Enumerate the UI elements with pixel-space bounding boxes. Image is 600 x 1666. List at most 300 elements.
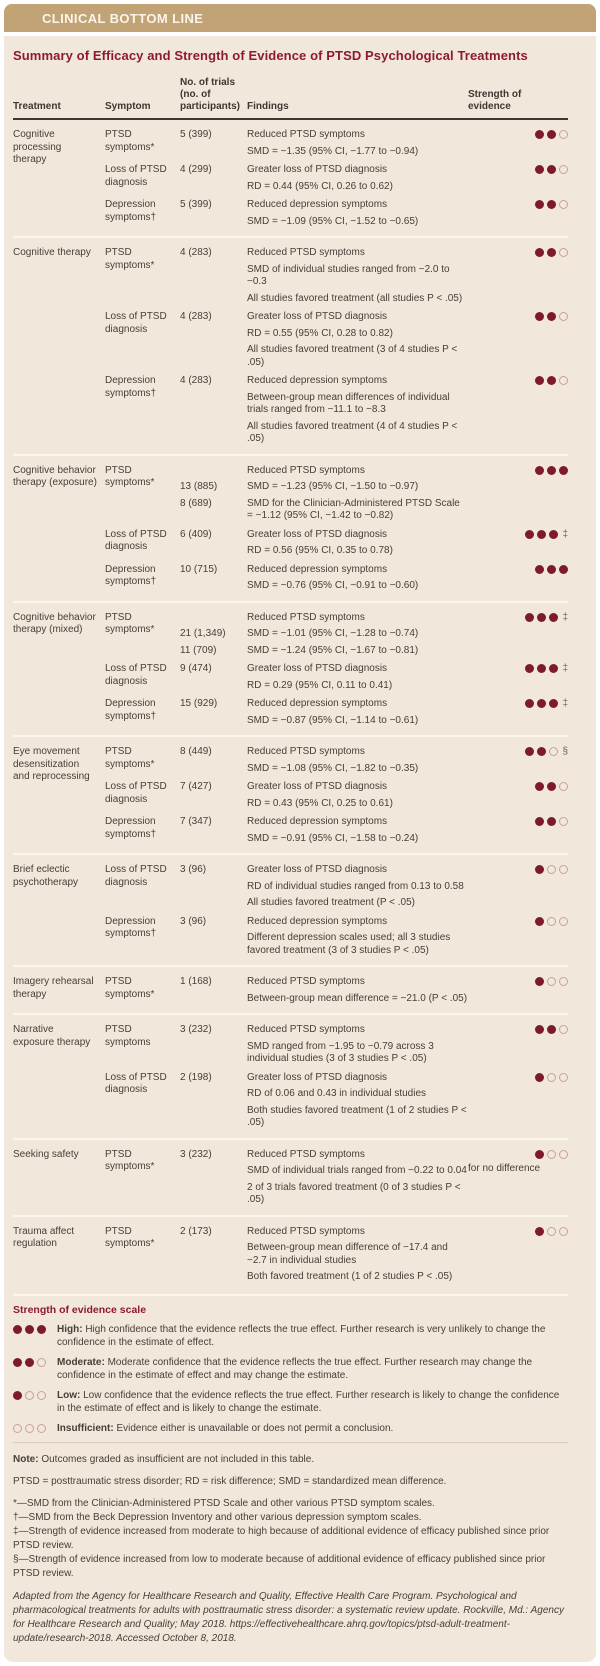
notes-section: [13, 1442, 568, 1646]
outcome-row: [105, 161, 568, 196]
filled-dot-icon: [525, 699, 534, 708]
finding-line: [180, 1226, 468, 1239]
legend-text: [57, 1422, 568, 1435]
finding-text: RD of 0.06 and 0.43 in individual studies: [247, 1088, 427, 1099]
findings-lines: [180, 864, 468, 910]
treatment-name: Imagery rehearsal therapy: [13, 976, 94, 1000]
finding-text: SMD ranged from −1.95 to −0.79 across 3 individual studies (3 of 3 studies P < .05): [247, 1040, 434, 1064]
finding-text: Reduced PTSD symptoms: [247, 1024, 365, 1035]
outcome-row: [105, 813, 568, 848]
filled-dot-icon: [547, 565, 556, 574]
filled-dot-icon: [535, 565, 544, 574]
soe-dots: [468, 248, 568, 257]
finding-text: All studies favored treatment (3 of 4 studies P < .05): [247, 344, 458, 368]
symptom-cell: Depression symptoms†: [105, 698, 157, 722]
strength-of-evidence-cell: [468, 916, 568, 958]
finding-line: [180, 421, 468, 446]
open-dot-icon: [559, 917, 568, 926]
filled-dot-icon: [535, 200, 544, 209]
filled-dot-icon: [547, 312, 556, 321]
filled-dot-icon: [559, 466, 568, 475]
findings-lines: [180, 746, 468, 775]
trials-cell: [180, 1041, 247, 1066]
symptom-cell: PTSD symptoms*: [105, 129, 155, 153]
trials-cell: 13 (885): [180, 481, 218, 492]
finding-line: [180, 1072, 468, 1085]
symptom-cell: PTSD symptoms*: [105, 611, 155, 635]
treatment-rows: [105, 973, 568, 1008]
trials-cell: [180, 1242, 247, 1267]
trials-cell: 2 (173): [180, 1225, 212, 1237]
finding-line: [180, 344, 468, 369]
outcome-row: [105, 861, 568, 913]
symptom-cell: Loss of PTSD diagnosis: [105, 663, 167, 687]
symptom-cell: PTSD symptoms*: [105, 247, 155, 271]
legend-description: Evidence either is unavailable or does not permit a conclusion.: [116, 1422, 394, 1434]
note-label: Note:: [13, 1453, 39, 1465]
soe-dots: [468, 699, 568, 708]
legend-dots: [13, 1356, 57, 1382]
strength-of-evidence-cell: [468, 1072, 568, 1130]
findings-lines: [180, 916, 468, 958]
soe-dots: [468, 817, 568, 826]
findings-lines: [180, 976, 468, 1005]
trials-cell: [180, 932, 247, 957]
finding-text: Between-group mean difference = −21.0 (P < .05): [247, 992, 468, 1004]
trials-cell: [180, 216, 247, 229]
trials-cell: 5 (399): [180, 129, 212, 140]
filled-dot-icon: [525, 747, 534, 756]
symptom-cell: Loss of PTSD diagnosis: [105, 864, 167, 888]
treatment-name: Narrative exposure therapy: [13, 1024, 91, 1048]
trials-cell: [180, 798, 247, 811]
footnote-line: §—Strength of evidence increased from low to moderate because of additional evidence of efficacy published since prior PTSD review.: [13, 1553, 546, 1579]
finding-text: SMD = −1.01 (95% CI, −1.28 to −0.74): [247, 628, 419, 639]
footnote-line: ‡—Strength of evidence increased from moderate to high because of additional evidence of efficacy published since prior PTSD review.: [13, 1525, 550, 1551]
treatment-rows: [105, 1021, 568, 1133]
filled-dot-icon: [535, 165, 544, 174]
column-header-symptom: Symptom: [105, 101, 151, 112]
soe-dots: [468, 782, 568, 791]
finding-line: [180, 216, 468, 229]
open-dot-icon: [13, 1424, 22, 1433]
open-dot-icon: [559, 977, 568, 986]
trials-cell: 21 (1,349): [180, 628, 226, 639]
finding-text: Reduced depression symptoms: [247, 375, 388, 386]
findings-lines: [180, 199, 468, 228]
filled-dot-icon: [537, 699, 546, 708]
filled-dot-icon: [25, 1358, 34, 1367]
finding-line: [180, 897, 468, 910]
soe-dots: [468, 747, 568, 756]
finding-text: Reduced PTSD symptoms: [247, 611, 365, 623]
symptom-cell: Loss of PTSD diagnosis: [105, 1071, 167, 1095]
finding-line: [180, 564, 468, 577]
symptom-cell: PTSD symptoms*: [105, 976, 155, 1000]
open-dot-icon: [25, 1391, 34, 1400]
strength-of-evidence-cell: [468, 564, 568, 593]
treatment-name: Brief eclectic psychotherapy: [13, 864, 79, 888]
footnotes-block: [13, 1497, 568, 1581]
finding-line: [180, 715, 468, 728]
finding-text: SMD = −1.09 (95% CI, −1.52 to −0.65): [247, 215, 419, 227]
findings-lines: [180, 612, 468, 658]
finding-text: SMD = −1.24 (95% CI, −1.67 to −0.81): [247, 644, 419, 656]
trials-cell: 3 (96): [180, 864, 207, 875]
filled-dot-icon: [547, 1025, 556, 1034]
finding-line: [180, 465, 468, 478]
finding-text: Between-group mean differences of individual trials ranged from −11.1 to −8.3: [247, 391, 450, 415]
filled-dot-icon: [535, 1025, 544, 1034]
strength-of-evidence-cell: [468, 864, 568, 910]
findings-lines: [180, 375, 468, 446]
trials-cell: [180, 580, 247, 593]
findings-lines: [180, 465, 468, 523]
finding-line: [180, 663, 468, 676]
filled-dot-icon: [37, 1325, 46, 1334]
finding-text: SMD for the Clinician-Administered PTSD Scale = −1.12 (95% CI, −1.42 to −0.82): [247, 497, 460, 521]
outcome-row: [105, 244, 568, 308]
strength-of-evidence-cell: [468, 199, 568, 228]
finding-line: [180, 680, 468, 693]
filled-dot-icon: [537, 664, 546, 673]
strength-of-evidence-legend: [13, 1294, 568, 1435]
finding-text: All studies favored treatment (4 of 4 studies P < .05): [247, 420, 458, 444]
footnote-line: †—SMD from the Beck Depression Inventory and other various depression symptom scales.: [13, 1511, 422, 1523]
soe-dots: [468, 530, 568, 539]
finding-text: 2 of 3 trials favored treatment (0 of 3 studies P < .05): [247, 1181, 461, 1205]
open-dot-icon: [25, 1424, 34, 1433]
outcome-row: [105, 462, 568, 526]
column-header-strength: Strength of evidence: [468, 89, 522, 112]
treatment-group: [13, 120, 568, 236]
treatment-group: [13, 1138, 568, 1215]
trials-cell: [180, 1105, 247, 1130]
trials-cell: 4 (283): [180, 311, 212, 322]
findings-lines: [180, 1226, 468, 1284]
trials-cell: 4 (283): [180, 375, 212, 386]
open-dot-icon: [559, 1150, 568, 1159]
findings-lines: [180, 247, 468, 305]
symptom-cell: Loss of PTSD diagnosis: [105, 781, 167, 805]
trials-cell: [180, 763, 247, 776]
finding-line: [180, 1024, 468, 1037]
trials-cell: [180, 545, 247, 558]
outcome-row: [105, 1223, 568, 1287]
open-dot-icon: [547, 1073, 556, 1082]
symptom-cell: PTSD symptoms*: [105, 1148, 155, 1172]
symptom-cell: PTSD symptoms: [105, 1024, 151, 1048]
trials-cell: 8 (449): [180, 746, 212, 757]
open-dot-icon: [37, 1391, 46, 1400]
trials-cell: 3 (232): [180, 1024, 212, 1035]
strength-of-evidence-cell: [468, 663, 568, 692]
finding-line: [180, 1041, 468, 1066]
finding-text: Greater loss of PTSD diagnosis: [247, 164, 388, 175]
open-dot-icon: [559, 200, 568, 209]
finding-line: [180, 932, 468, 957]
finding-text: All studies favored treatment (all studies P < .05): [247, 292, 463, 304]
open-dot-icon: [559, 130, 568, 139]
finding-line: [180, 146, 468, 159]
outcome-row: [105, 308, 568, 372]
trials-cell: 6 (409): [180, 528, 212, 540]
trials-cell: [180, 421, 247, 446]
strength-of-evidence-cell: [468, 375, 568, 446]
finding-line: [180, 698, 468, 711]
finding-text: Greater loss of PTSD diagnosis: [247, 528, 388, 540]
treatment-rows: [105, 609, 568, 731]
strength-of-evidence-cell: [468, 746, 568, 775]
finding-text: SMD = −0.91 (95% CI, −1.58 to −0.24): [247, 832, 419, 844]
trials-cell: 2 (198): [180, 1071, 212, 1083]
finding-text: RD = 0.43 (95% CI, 0.25 to 0.61): [247, 797, 393, 809]
finding-text: SMD = −0.87 (95% CI, −1.14 to −0.61): [247, 714, 419, 726]
filled-dot-icon: [535, 865, 544, 874]
soe-dots: [468, 466, 568, 475]
finding-text: SMD of individual studies ranged from −2.0 to −0.3: [247, 263, 450, 287]
legend-items: [13, 1323, 568, 1435]
trials-cell: [180, 1088, 247, 1101]
filled-dot-icon: [549, 699, 558, 708]
finding-line: [180, 181, 468, 194]
trials-cell: [180, 881, 247, 894]
finding-text: SMD = −0.76 (95% CI, −0.91 to −0.60): [247, 580, 419, 591]
finding-line: [180, 1105, 468, 1130]
finding-text: Reduced PTSD symptoms: [247, 129, 365, 140]
finding-line: [180, 781, 468, 794]
finding-text: Greater loss of PTSD diagnosis: [247, 663, 388, 674]
open-dot-icon: [559, 817, 568, 826]
strength-of-evidence-cell: [468, 1024, 568, 1066]
filled-dot-icon: [547, 466, 556, 475]
finding-line: [180, 545, 468, 558]
outcome-row: [105, 913, 568, 961]
filled-dot-icon: [535, 977, 544, 986]
treatment-name: Eye movement desensitization and reprocessing: [13, 746, 90, 782]
legend-text: [57, 1389, 568, 1415]
outcome-row: [105, 372, 568, 449]
treatment-group: [13, 735, 568, 853]
soe-dots: [468, 200, 568, 209]
finding-line: [180, 580, 468, 593]
filled-dot-icon: [25, 1325, 34, 1334]
finding-line: [180, 264, 468, 289]
legend-label: Insufficient:: [57, 1422, 117, 1434]
legend-description: Moderate confidence that the evidence reflects the true effect. Further research may change the confidence in the estimate of effect and may change the estimate.: [57, 1356, 533, 1381]
symptom-cell: Depression symptoms†: [105, 563, 157, 587]
soe-dots: [468, 1025, 568, 1034]
trials-cell: [180, 465, 247, 478]
treatment-name: Cognitive therapy: [13, 247, 91, 258]
legend-text: [57, 1356, 568, 1382]
soe-footnote-mark: §: [562, 746, 568, 757]
filled-dot-icon: [547, 376, 556, 385]
footnote-line: *—SMD from the Clinician-Administered PTSD Scale and other various PTSD symptom scales.: [13, 1497, 435, 1509]
open-dot-icon: [559, 1073, 568, 1082]
soe-footnote-mark: ‡: [562, 698, 568, 709]
filled-dot-icon: [537, 530, 546, 539]
open-dot-icon: [559, 376, 568, 385]
trials-cell: 5 (399): [180, 199, 212, 210]
banner: [4, 4, 596, 32]
treatment-group: [13, 601, 568, 736]
strength-of-evidence-cell: [468, 129, 568, 158]
treatment-group: [13, 454, 568, 601]
findings-lines: [180, 529, 468, 558]
outcome-row: [105, 695, 568, 730]
open-dot-icon: [559, 248, 568, 257]
treatment-group: [13, 853, 568, 965]
trials-cell: [180, 181, 247, 194]
outcome-row: [105, 609, 568, 661]
finding-text: Reduced PTSD symptoms: [247, 247, 365, 258]
finding-text: RD of individual studies ranged from 0.13 to 0.58: [247, 880, 464, 892]
outcome-row: [105, 1021, 568, 1069]
soe-dots: [468, 664, 568, 673]
finding-text: Reduced PTSD symptoms: [247, 1225, 365, 1237]
open-dot-icon: [37, 1358, 46, 1367]
finding-text: Reduced PTSD symptoms: [247, 1148, 365, 1160]
finding-text: Different depression scales used; all 3 studies favored treatment (3 of 3 studies P < .05): [247, 932, 451, 956]
treatment-name: Trauma affect regulation: [13, 1225, 75, 1249]
legend-text: [57, 1323, 568, 1349]
filled-dot-icon: [535, 782, 544, 791]
finding-line: [180, 1088, 468, 1101]
open-dot-icon: [547, 865, 556, 874]
filled-dot-icon: [13, 1358, 22, 1367]
table-groups: [13, 120, 568, 1292]
open-dot-icon: [559, 1025, 568, 1034]
treatment-rows: [105, 1146, 568, 1210]
trials-cell: 4 (299): [180, 164, 212, 175]
trials-cell: [180, 897, 247, 910]
trials-cell: [180, 293, 247, 306]
open-dot-icon: [549, 747, 558, 756]
trials-cell: [180, 344, 247, 369]
legend-dots: [13, 1389, 57, 1415]
trials-cell: [180, 612, 247, 625]
finding-text: RD = 0.29 (95% CI, 0.11 to 0.41): [247, 679, 393, 691]
finding-text: Greater loss of PTSD diagnosis: [247, 864, 388, 875]
soe-dots: [468, 977, 568, 986]
trials-cell: [180, 1165, 247, 1178]
filled-dot-icon: [525, 664, 534, 673]
filled-dot-icon: [525, 530, 534, 539]
soe-dots: [468, 376, 568, 385]
finding-text: SMD = −1.23 (95% CI, −1.50 to −0.97): [247, 481, 419, 492]
trials-cell: [180, 833, 247, 846]
finding-text: RD = 0.56 (95% CI, 0.35 to 0.78): [247, 545, 393, 556]
note-line: [13, 1453, 568, 1466]
findings-lines: [180, 781, 468, 810]
trials-cell: [180, 392, 247, 417]
finding-line: [180, 129, 468, 142]
soe-dots: [468, 1227, 568, 1236]
finding-line: [180, 311, 468, 324]
strength-of-evidence-cell: [468, 976, 568, 1005]
findings-lines: [180, 1072, 468, 1130]
trials-cell: 7 (347): [180, 816, 212, 827]
finding-text: Reduced depression symptoms: [247, 915, 388, 927]
trials-cell: 3 (232): [180, 1148, 212, 1160]
filled-dot-icon: [547, 782, 556, 791]
finding-text: Reduced depression symptoms: [247, 698, 388, 709]
symptom-cell: Depression symptoms†: [105, 816, 157, 840]
column-header-findings: Findings: [247, 101, 289, 112]
finding-line: [180, 833, 468, 846]
filled-dot-icon: [535, 312, 544, 321]
note-text: Outcomes graded as insufficient are not included in this table.: [41, 1453, 315, 1465]
legend-item: [13, 1389, 568, 1415]
finding-line: [180, 1182, 468, 1207]
filled-dot-icon: [547, 130, 556, 139]
open-dot-icon: [547, 1227, 556, 1236]
strength-of-evidence-cell: [468, 164, 568, 193]
trials-cell: 15 (929): [180, 698, 218, 709]
filled-dot-icon: [537, 747, 546, 756]
abbreviations-line: PTSD = posttraumatic stress disorder; RD = risk difference; SMD = standardized mean difference.: [13, 1475, 447, 1487]
finding-line: [180, 498, 468, 523]
filled-dot-icon: [549, 613, 558, 622]
findings-lines: [180, 663, 468, 692]
outcome-row: [105, 526, 568, 561]
outcome-row: [105, 660, 568, 695]
strength-of-evidence-cell: [468, 698, 568, 727]
finding-line: [180, 881, 468, 894]
outcome-row: [105, 1146, 568, 1210]
findings-lines: [180, 698, 468, 727]
symptom-cell: PTSD symptoms*: [105, 464, 155, 488]
finding-line: [180, 164, 468, 177]
filled-dot-icon: [547, 200, 556, 209]
trials-cell: 8 (689): [180, 497, 212, 509]
outcome-row: [105, 743, 568, 778]
trials-cell: [180, 264, 247, 289]
filled-dot-icon: [547, 248, 556, 257]
treatment-group: [13, 1215, 568, 1292]
finding-line: [180, 993, 468, 1006]
filled-dot-icon: [547, 165, 556, 174]
finding-line: [180, 375, 468, 388]
legend-title: Strength of evidence scale: [13, 1303, 147, 1316]
trials-cell: 10 (715): [180, 563, 218, 575]
legend-item: [13, 1422, 568, 1435]
filled-dot-icon: [537, 613, 546, 622]
treatment-rows: [105, 244, 568, 449]
finding-line: [180, 763, 468, 776]
table-title: Summary of Efficacy and Strength of Evidence of PTSD Psychological Treatments: [13, 48, 528, 63]
finding-text: SMD = −1.08 (95% CI, −1.82 to −0.35): [247, 762, 419, 774]
finding-line: [180, 1242, 468, 1267]
soe-footnote-mark: ‡: [562, 528, 568, 540]
legend-item: [13, 1323, 568, 1349]
trials-cell: 4 (283): [180, 247, 212, 258]
findings-lines: [180, 816, 468, 845]
treatment-rows: [105, 462, 568, 596]
finding-text: SMD = −1.35 (95% CI, −1.77 to −0.94): [247, 145, 419, 157]
finding-text: Reduced depression symptoms: [247, 563, 388, 575]
finding-line: [180, 1271, 468, 1284]
soe-dots: [468, 1073, 568, 1082]
finding-line: [180, 481, 468, 494]
outcome-row: [105, 196, 568, 231]
open-dot-icon: [559, 165, 568, 174]
soe-dots: [468, 917, 568, 926]
filled-dot-icon: [535, 1150, 544, 1159]
filled-dot-icon: [13, 1391, 22, 1400]
trials-cell: [180, 715, 247, 728]
